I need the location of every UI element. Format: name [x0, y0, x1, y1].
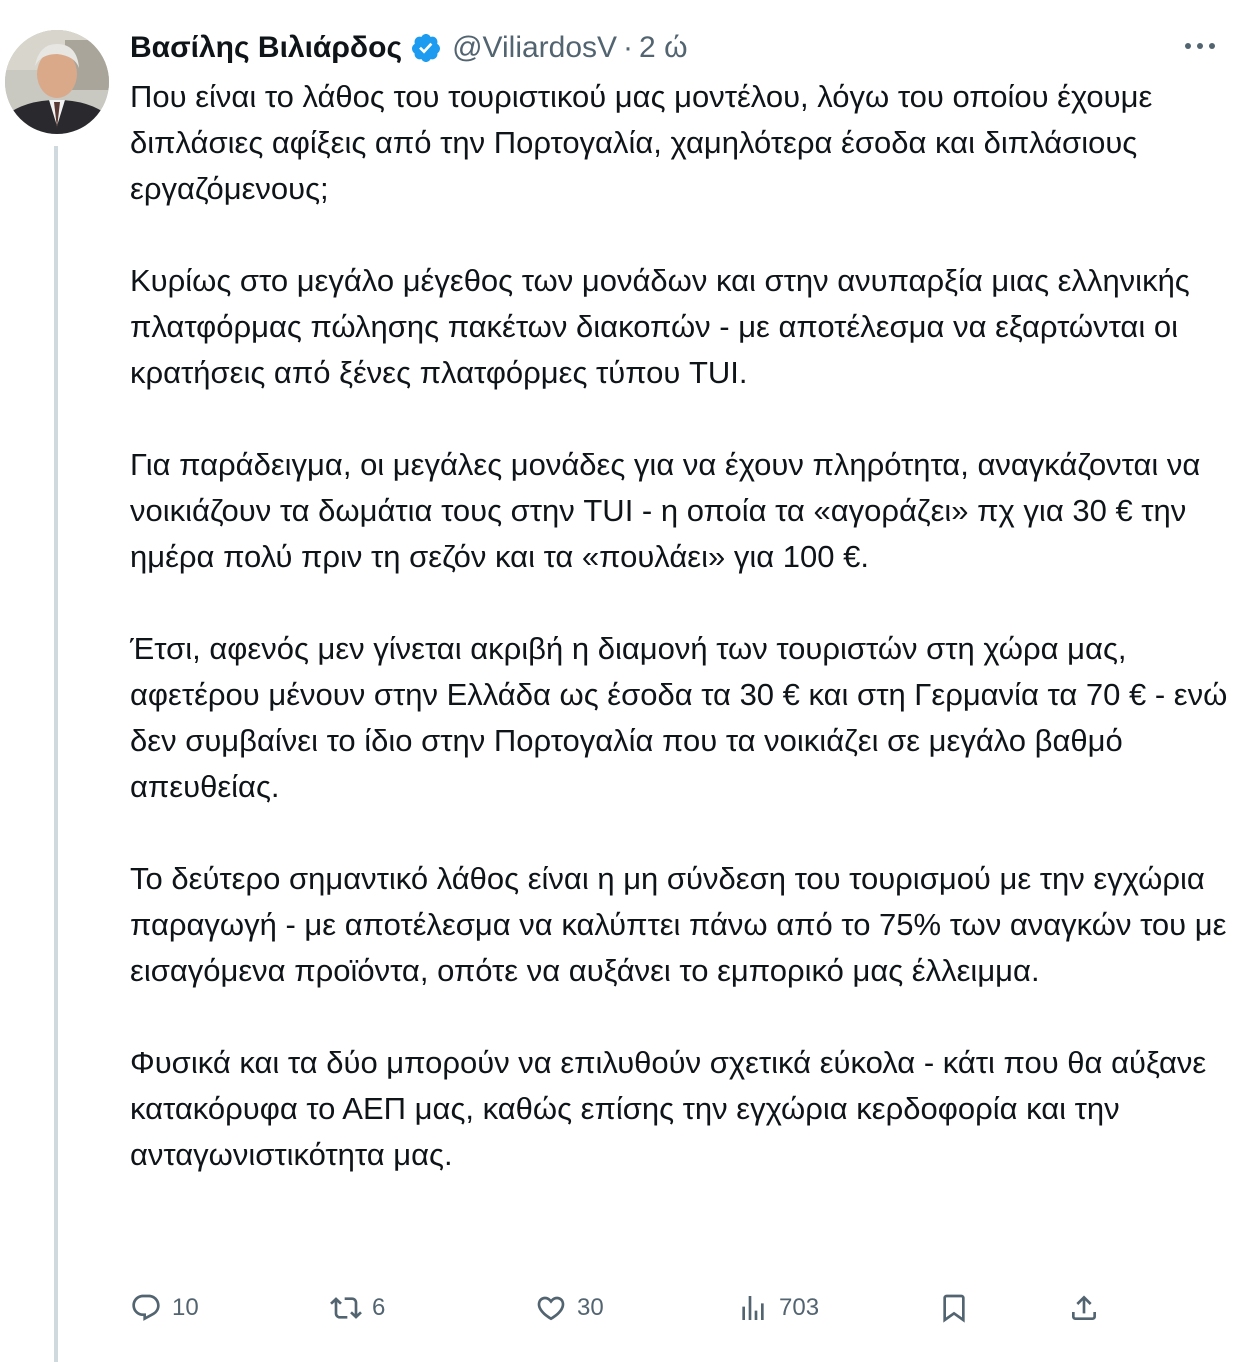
bookmark-button[interactable]: [938, 1286, 980, 1330]
verified-badge-icon: [410, 32, 442, 64]
tweet-paragraph: Για παράδειγμα, οι μεγάλες μονάδες για να έχουν πληρότητα, αναγκάζονται να νοικιάζουν τα δωμάτια τους στην TUI - η οποία τα «αγοράζει» πχ για 30 € την ημέρα πολύ πριν τη σεζόν και τα «πουλάει» για 100 €.: [130, 447, 1201, 574]
profile-photo-icon: [5, 30, 109, 134]
views-count: 703: [779, 1294, 820, 1321]
ellipsis-icon[interactable]: [1180, 34, 1220, 58]
share-icon: [1068, 1292, 1100, 1324]
thread-line: [54, 146, 58, 1362]
handle[interactable]: @ViliardosV: [452, 31, 618, 64]
views-button[interactable]: [737, 1286, 819, 1330]
timestamp[interactable]: 2 ώ: [639, 31, 688, 64]
tweet-paragraph: Έτσι, αφενός μεν γίνεται ακριβή η διαμονή των τουριστών στη χώρα μας, αφετέρου μένουν στην Ελλάδα ως έσοδα τα 30 € και στη Γερμανία τα 70 € - ενώ δεν συμβαίνει το ίδιο στην Πορτογαλία που τα νοικιάζει σε μεγάλο βαθμό απευθείας.: [130, 631, 1228, 804]
reply-count: 10: [172, 1294, 199, 1321]
heart-icon: [535, 1292, 567, 1324]
bookmark-icon: [938, 1292, 970, 1324]
tweet-text: [130, 74, 1230, 1178]
retweet-count: 6: [372, 1294, 386, 1321]
retweet-icon: [330, 1292, 362, 1324]
tweet-paragraph: Φυσικά και τα δύο μπορούν να επιλυθούν σχετικά εύκολα - κάτι που θα αύξανε κατακόρυφα το ΑΕΠ μας, καθώς επίσης την εγχώρια κερδοφορία και την ανταγωνιστικότητα μας.: [130, 1045, 1207, 1172]
avatar[interactable]: [5, 30, 109, 134]
tweet-paragraph: Κυρίως στο μεγάλο μέγεθος των μονάδων και στην ανυπαρξία μιας ελληνικής πλατφόρμας πώλησης πακέτων διακοπών - με αποτέλεσμα να εξαρτώνται οι κρατήσεις από ξένες πλατφόρμες τύπου TUI.: [130, 263, 1190, 390]
like-button[interactable]: [535, 1286, 604, 1330]
separator-dot: ·: [623, 31, 634, 64]
tweet-header: [130, 26, 688, 70]
reply-button[interactable]: [130, 1286, 199, 1330]
share-button[interactable]: [1068, 1286, 1110, 1330]
tweet-paragraph: Που είναι το λάθος του τουριστικού μας μοντέλου, λόγω του οποίου έχουμε διπλάσιες αφίξεις από την Πορτογαλία, χαμηλότερα έσοδα και διπλάσιους εργαζόμενους;: [130, 79, 1153, 206]
like-count: 30: [577, 1294, 604, 1321]
display-name[interactable]: Βασίλης Βιλιάρδος: [130, 31, 403, 64]
views-icon: [737, 1292, 769, 1324]
retweet-button[interactable]: [330, 1286, 385, 1330]
action-bar: [130, 1286, 1120, 1330]
reply-icon: [130, 1292, 162, 1324]
tweet-paragraph: Το δεύτερο σημαντικό λάθος είναι η μη σύνδεση του τουρισμού με την εγχώρια παραγωγή - με αποτέλεσμα να καλύπτει πάνω από το 75% των αναγκών του με εισαγόμενα προϊόντα, οπότε να αυξάνει το εμπορικό μας έλλειμμα.: [130, 861, 1227, 988]
